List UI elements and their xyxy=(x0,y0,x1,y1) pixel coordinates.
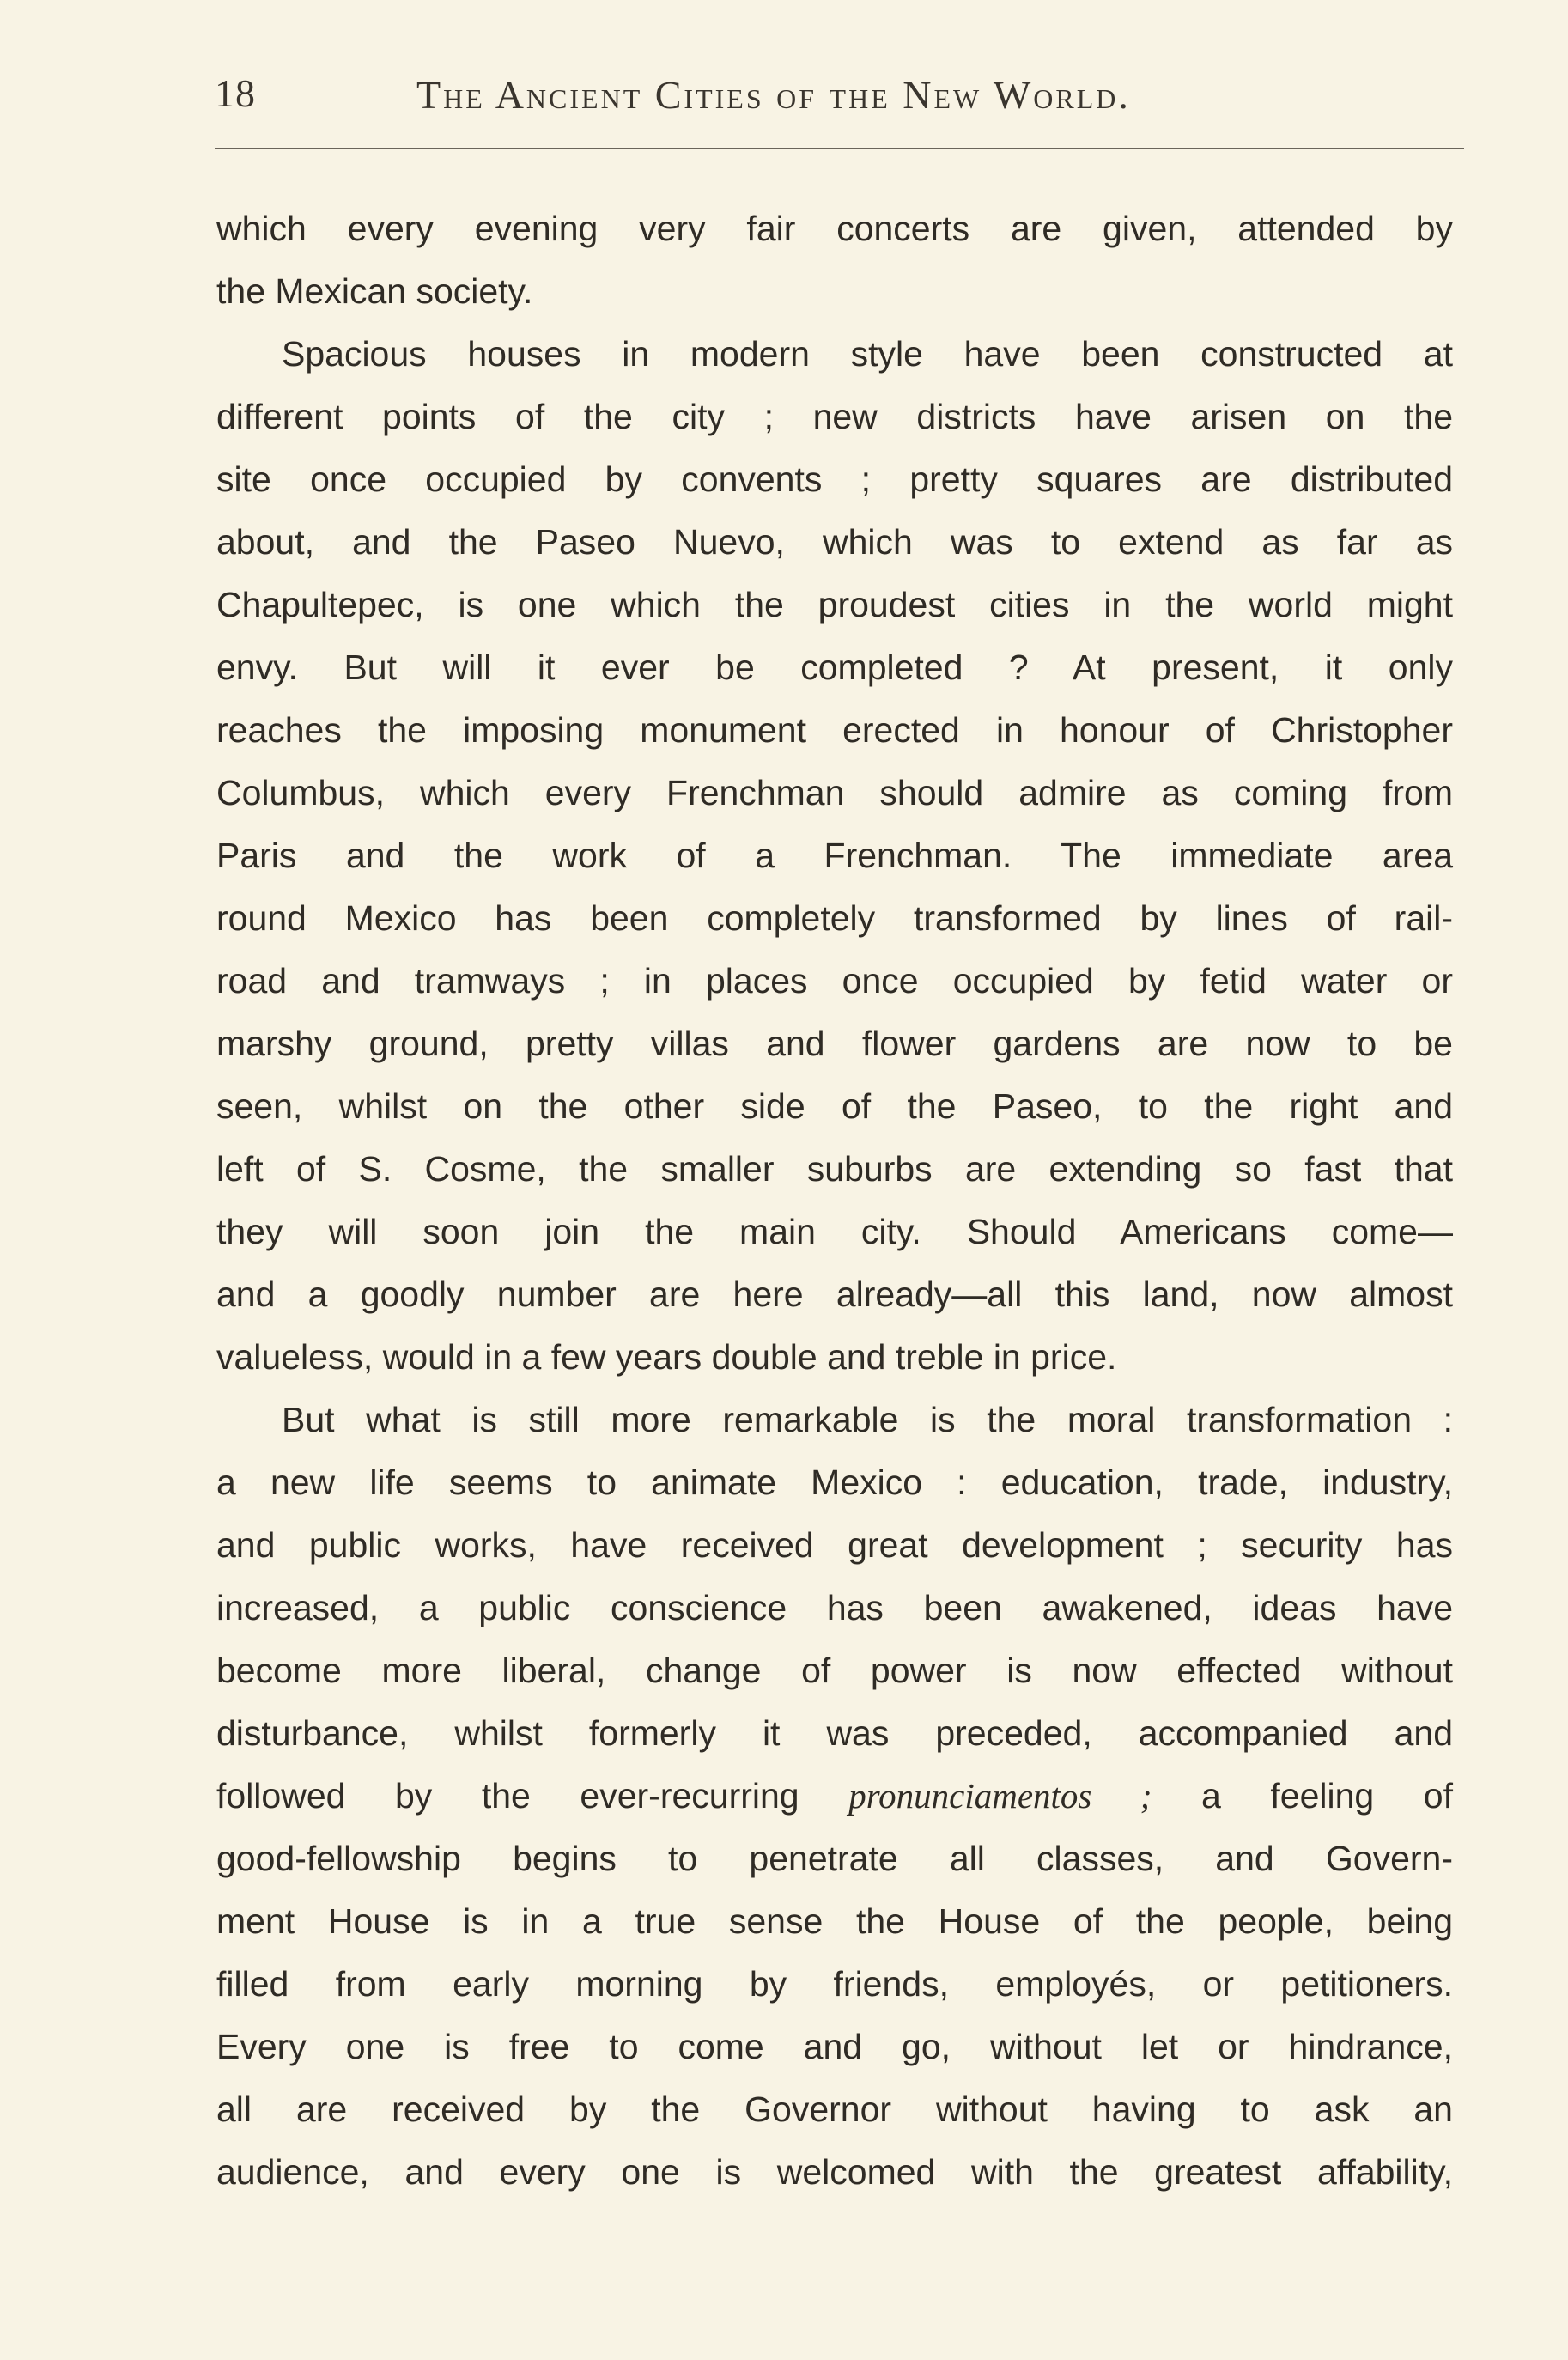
text-line: Chapultepec, is one which the proudest cities in the world might xyxy=(216,585,1453,624)
text-line: But what is still more remarkable is the moral transformation : xyxy=(282,1400,1453,1439)
text-line: marshy ground, pretty villas and flower gardens are now to be xyxy=(216,1024,1453,1063)
italic-term: pronunciamentos ; xyxy=(848,1776,1152,1816)
text-line: disturbance, whilst formerly it was preceded, accompanied and xyxy=(216,1713,1453,1753)
text-line: audience, and every one is welcomed with the greatest affability, xyxy=(216,2152,1453,2192)
text-line: round Mexico has been completely transformed by lines of rail- xyxy=(216,898,1453,938)
text-line: different points of the city ; new districts have arisen on the xyxy=(216,397,1453,436)
text-line: ment House is in a true sense the House of the people, being xyxy=(216,1901,1453,1941)
text-line: become more liberal, change of power is now effected without xyxy=(216,1651,1453,1690)
text-line: left of S. Cosme, the smaller suburbs are extending so fast that xyxy=(216,1149,1453,1189)
text-line: reaches the imposing monument erected in honour of Christopher xyxy=(216,710,1453,750)
header-rule xyxy=(215,148,1464,149)
text-line-italic xyxy=(216,1765,1453,1828)
text-line: valueless, would in a few years double and treble in price. xyxy=(216,1337,1117,1377)
text-line: the Mexican society. xyxy=(216,271,533,311)
text-run: followed by the ever-recurring xyxy=(216,1776,799,1816)
text-line: a new life seems to animate Mexico : education, trade, industry, xyxy=(216,1463,1453,1502)
text-line: about, and the Paseo Nuevo, which was to extend as far as xyxy=(216,522,1453,562)
running-head: The Ancient Cities of the New World. xyxy=(416,73,1131,117)
text-line: Every one is free to come and go, without let or hindrance, xyxy=(216,2027,1453,2066)
page-number: 18 xyxy=(215,71,256,115)
text-line: Spacious houses in modern style have been constructed at xyxy=(282,334,1453,374)
text-line: and a goodly number are here already—all this land, now almost xyxy=(216,1274,1453,1314)
text-line: all are received by the Governor without having to ask an xyxy=(216,2089,1453,2129)
text-run: a feeling of xyxy=(1201,1776,1453,1816)
text-line: filled from early morning by friends, employés, or petitioners. xyxy=(216,1964,1453,2004)
text-line: seen, whilst on the other side of the Paseo, to the right and xyxy=(216,1086,1453,1126)
text-line: increased, a public conscience has been awakened, ideas have xyxy=(216,1588,1453,1627)
text-line: Columbus, which every Frenchman should admire as coming from xyxy=(216,773,1453,812)
text-line: good-fellowship begins to penetrate all classes, and Govern- xyxy=(216,1839,1453,1878)
text-line: envy. But will it ever be completed ? At present, it only xyxy=(216,648,1453,687)
text-line: road and tramways ; in places once occupied by fetid water or xyxy=(216,961,1453,1001)
text-line: they will soon join the main city. Should Americans come— xyxy=(216,1212,1453,1251)
text-line: which every evening very fair concerts are given, attended by xyxy=(216,209,1453,248)
text-line: and public works, have received great development ; security has xyxy=(216,1525,1453,1565)
text-line: site once occupied by convents ; pretty squares are distributed xyxy=(216,459,1453,499)
text-line: Paris and the work of a Frenchman. The immediate area xyxy=(216,836,1453,875)
body-text xyxy=(216,198,1453,2204)
